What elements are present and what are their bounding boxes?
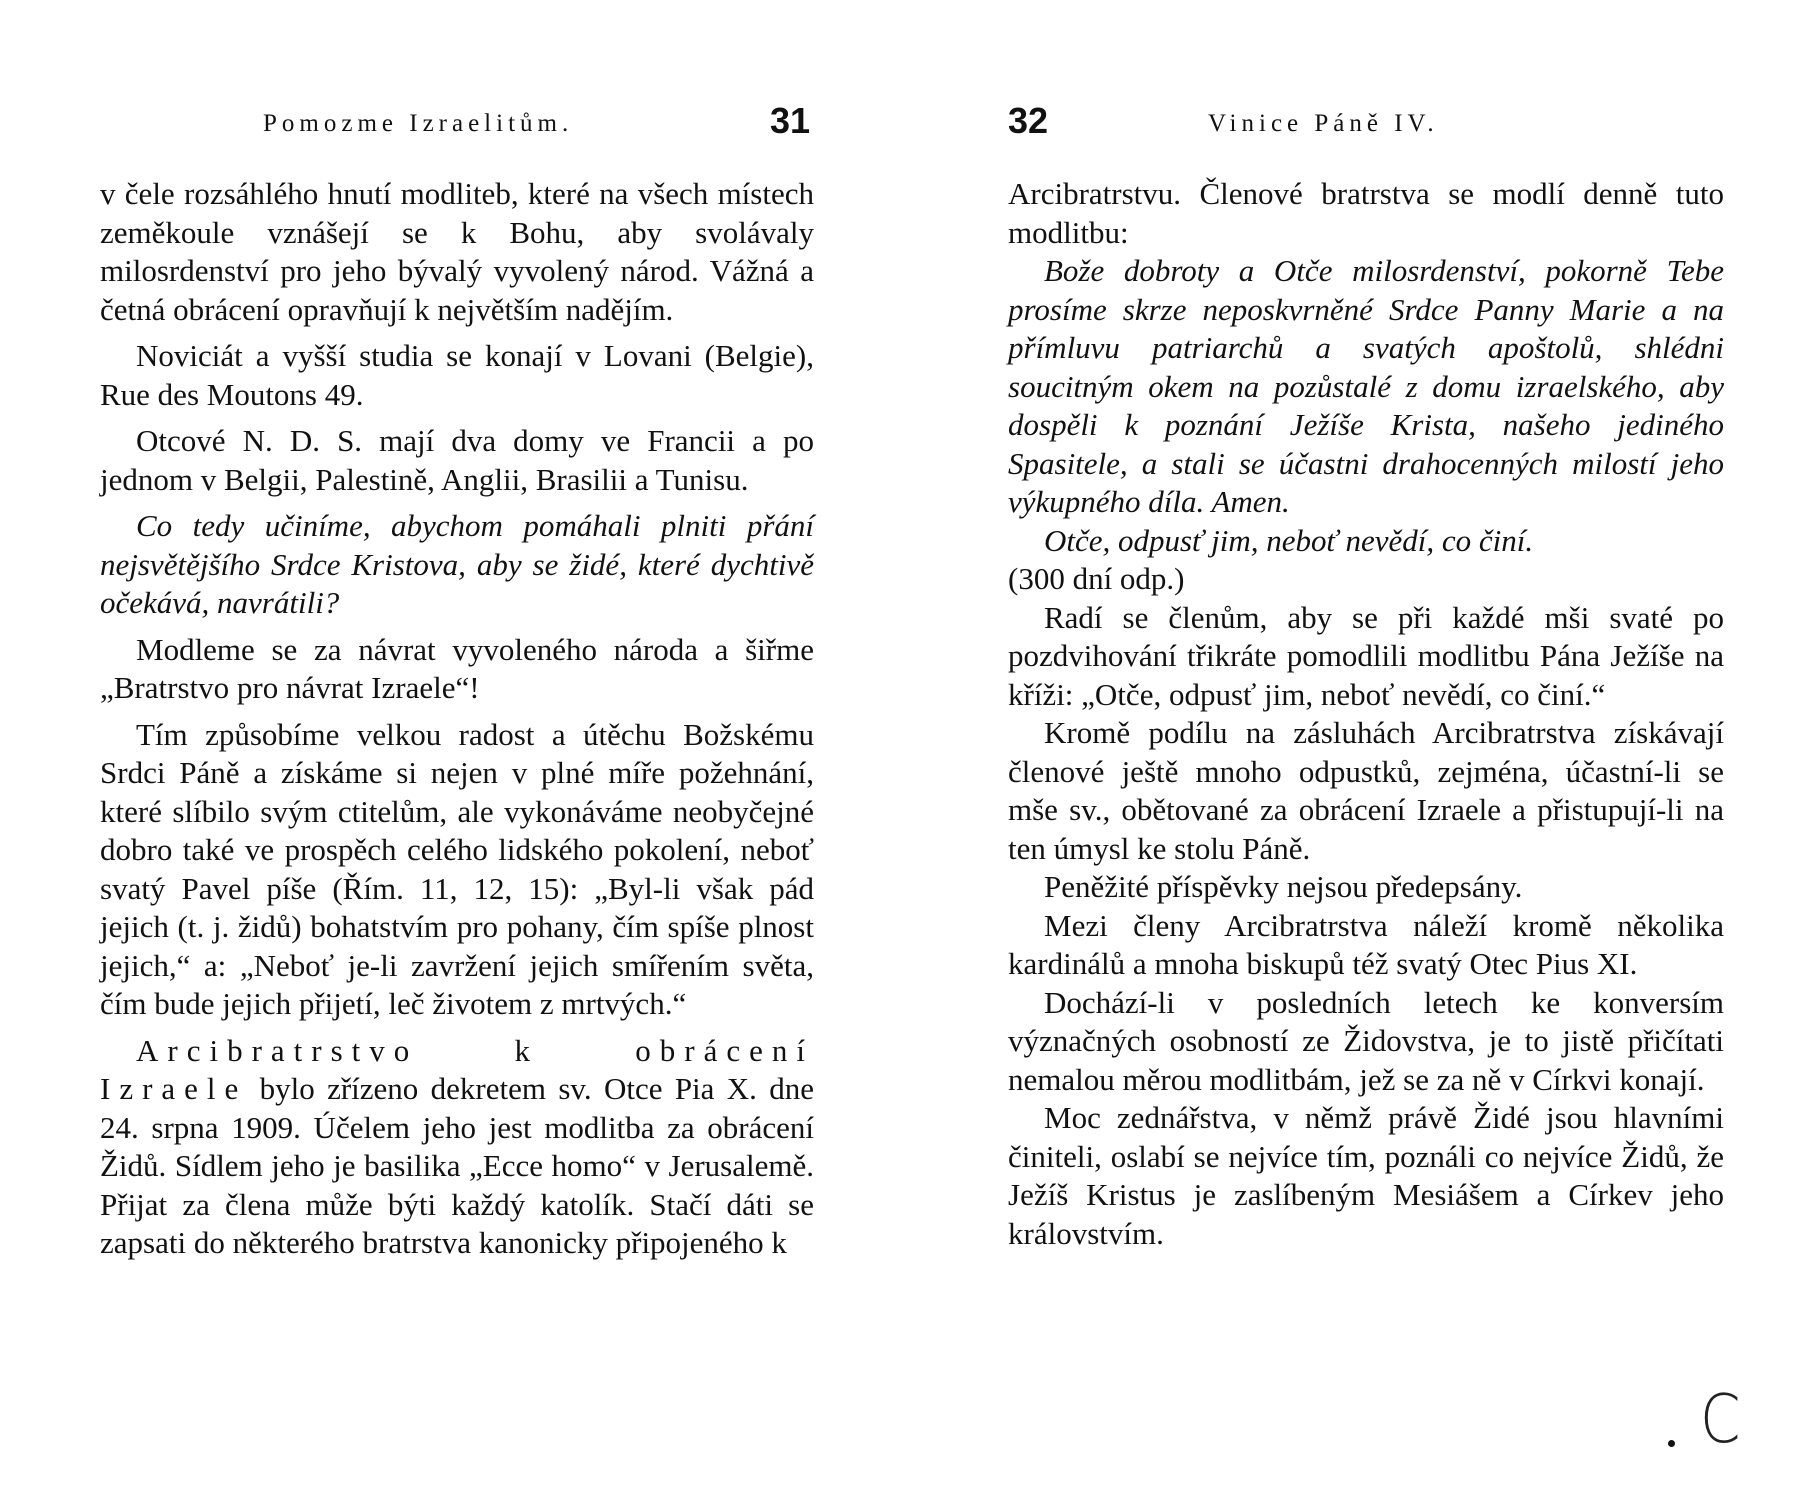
page-number: 32: [1008, 100, 1049, 141]
paragraph: (300 dní odp.): [1008, 561, 1185, 596]
paragraph: Peněžité příspěvky nejsou předepsány.: [1044, 869, 1523, 904]
paragraph: [100, 1032, 814, 1263]
paragraph-text: bylo zřízeno dekretem sv. Otce Pia X. dne 24. srpna 1909. Účelem jeho jest modlitba za obrácení Židů. Sídlem jeho je basilika „Ecce homo“ v Jerusalemě. Přijat za člena může býti každý katolík. Stačí dáti se zapsati do některého bratrstva kanonicky připojeného k: [100, 1071, 815, 1260]
prayer-paragraph: Bože dobroty a Otče milosrdenství, pokorně Tebe prosíme skrze neposkvrněné Srdce Panny Marie a na přímluvu patriarchů a svatých apoštolů, shlédni soucitným okem na pozůstalé z domu izraelského, aby dospěli k poznání Ježíše Krista, našeho jediného Spasitele, a stali se účastni drahocenných milostí jeho výkupného díla. Amen.: [1008, 253, 1724, 519]
right-page-text: [1008, 175, 1724, 1253]
running-title: Pomozme Izraelitům.: [263, 110, 574, 137]
spaced-heading: Arcibratrstvo k obrácení Izraele: [100, 1032, 814, 1106]
right-page: [908, 0, 1816, 1500]
paragraph: Arcibratrstvu. Členové bratrstva se modlí denně tuto modlitbu:: [1008, 176, 1724, 250]
paragraph: Modleme se za návrat vyvoleného národa a šiřme „Bratrstvo pro návrat Izraele“!: [100, 631, 814, 705]
paragraph: Kromě podílu na zásluhách Arcibratrstva získávají členové ještě mnoho odpustků, zejména, účastní-li se mše sv., obětované za obrácení Izraele a přistupují-li na ten úmysl ke stolu Páně.: [1008, 715, 1724, 866]
paragraph: Moc zednářstva, v němž právě Židé jsou hlavními činiteli, oslabí se nejvíce tím, poználi co nejvíce Židů, že Ježíš Kristus je zaslíbeným Mesiášem a Církev jeho královstvím.: [1008, 1100, 1724, 1251]
paragraph: Radí se členům, aby se při každé mši svaté po pozdvihování třikráte pomodlili modlitbu Pána Ježíše na kříži: „Otče, odpusť jim, neboť nevědí, co činí.“: [1008, 599, 1724, 712]
paragraph: Tím způsobíme velkou radost a útěchu Božskému Srdci Páně a získáme si nejen v plné míře požehnání, které slíbilo svým ctitelům, ale vykonáváme neobyčejné dobro také ve prospěch celého lidského pokolení, neboť svatý Pavel píše (Řím. 11, 12, 15): „Byl-li však pád jejich (t. j. židů) bohatstvím pro pohany, čím spíše plnost jejich,“ a: „Neboť je-li zavržení jejich smířením světa, čím bude jejich přijetí, leč životem z mrtvých.“: [100, 716, 814, 1021]
paragraph: Otcové N. D. S. mají dva domy ve Francii a po jednom v Belgii, Palestině, Anglii, Brasilii a Tunisu.: [100, 423, 814, 497]
ink-dot: [1668, 1440, 1675, 1447]
paragraph: Dochází-li v posledních letech ke konversím význačných osobností ze Židovstva, je to jistě přičítati nemalou měrou modlitbám, jež se za ně v Církvi konají.: [1008, 984, 1724, 1097]
page-number: 31: [770, 100, 811, 141]
handwritten-margin-mark: C: [1700, 1379, 1741, 1459]
left-page-text: [100, 175, 814, 1263]
paragraph: v čele rozsáhlého hnutí modliteb, které na všech místech zeměkoule vznášejí se k Bohu, aby svolávaly milosrdenství pro jeho bývalý vyvolený národ. Vážná a četná obrácení opravňují k největším nadějím.: [100, 176, 814, 327]
paragraph: Otče, odpusť jim, neboť nevědí, co činí.: [1044, 522, 1534, 558]
running-title: Vinice Páně IV.: [1208, 110, 1439, 137]
paragraph: Co tedy učiníme, abychom pomáhali plniti přání nejsvětějšího Srdce Kristova, aby se židé, které dychtivě očekává, navrátili?: [100, 508, 814, 620]
paragraph: Noviciát a vyšší studia se konají v Lovani (Belgie), Rue des Moutons 49.: [100, 338, 814, 412]
left-page-header: [100, 100, 814, 150]
right-page-header: [1008, 100, 1722, 150]
paragraph: Mezi členy Arcibratrstva náleží kromě několika kardinálů a mnoha biskupů též svatý Otec Pius XI.: [1008, 907, 1724, 981]
